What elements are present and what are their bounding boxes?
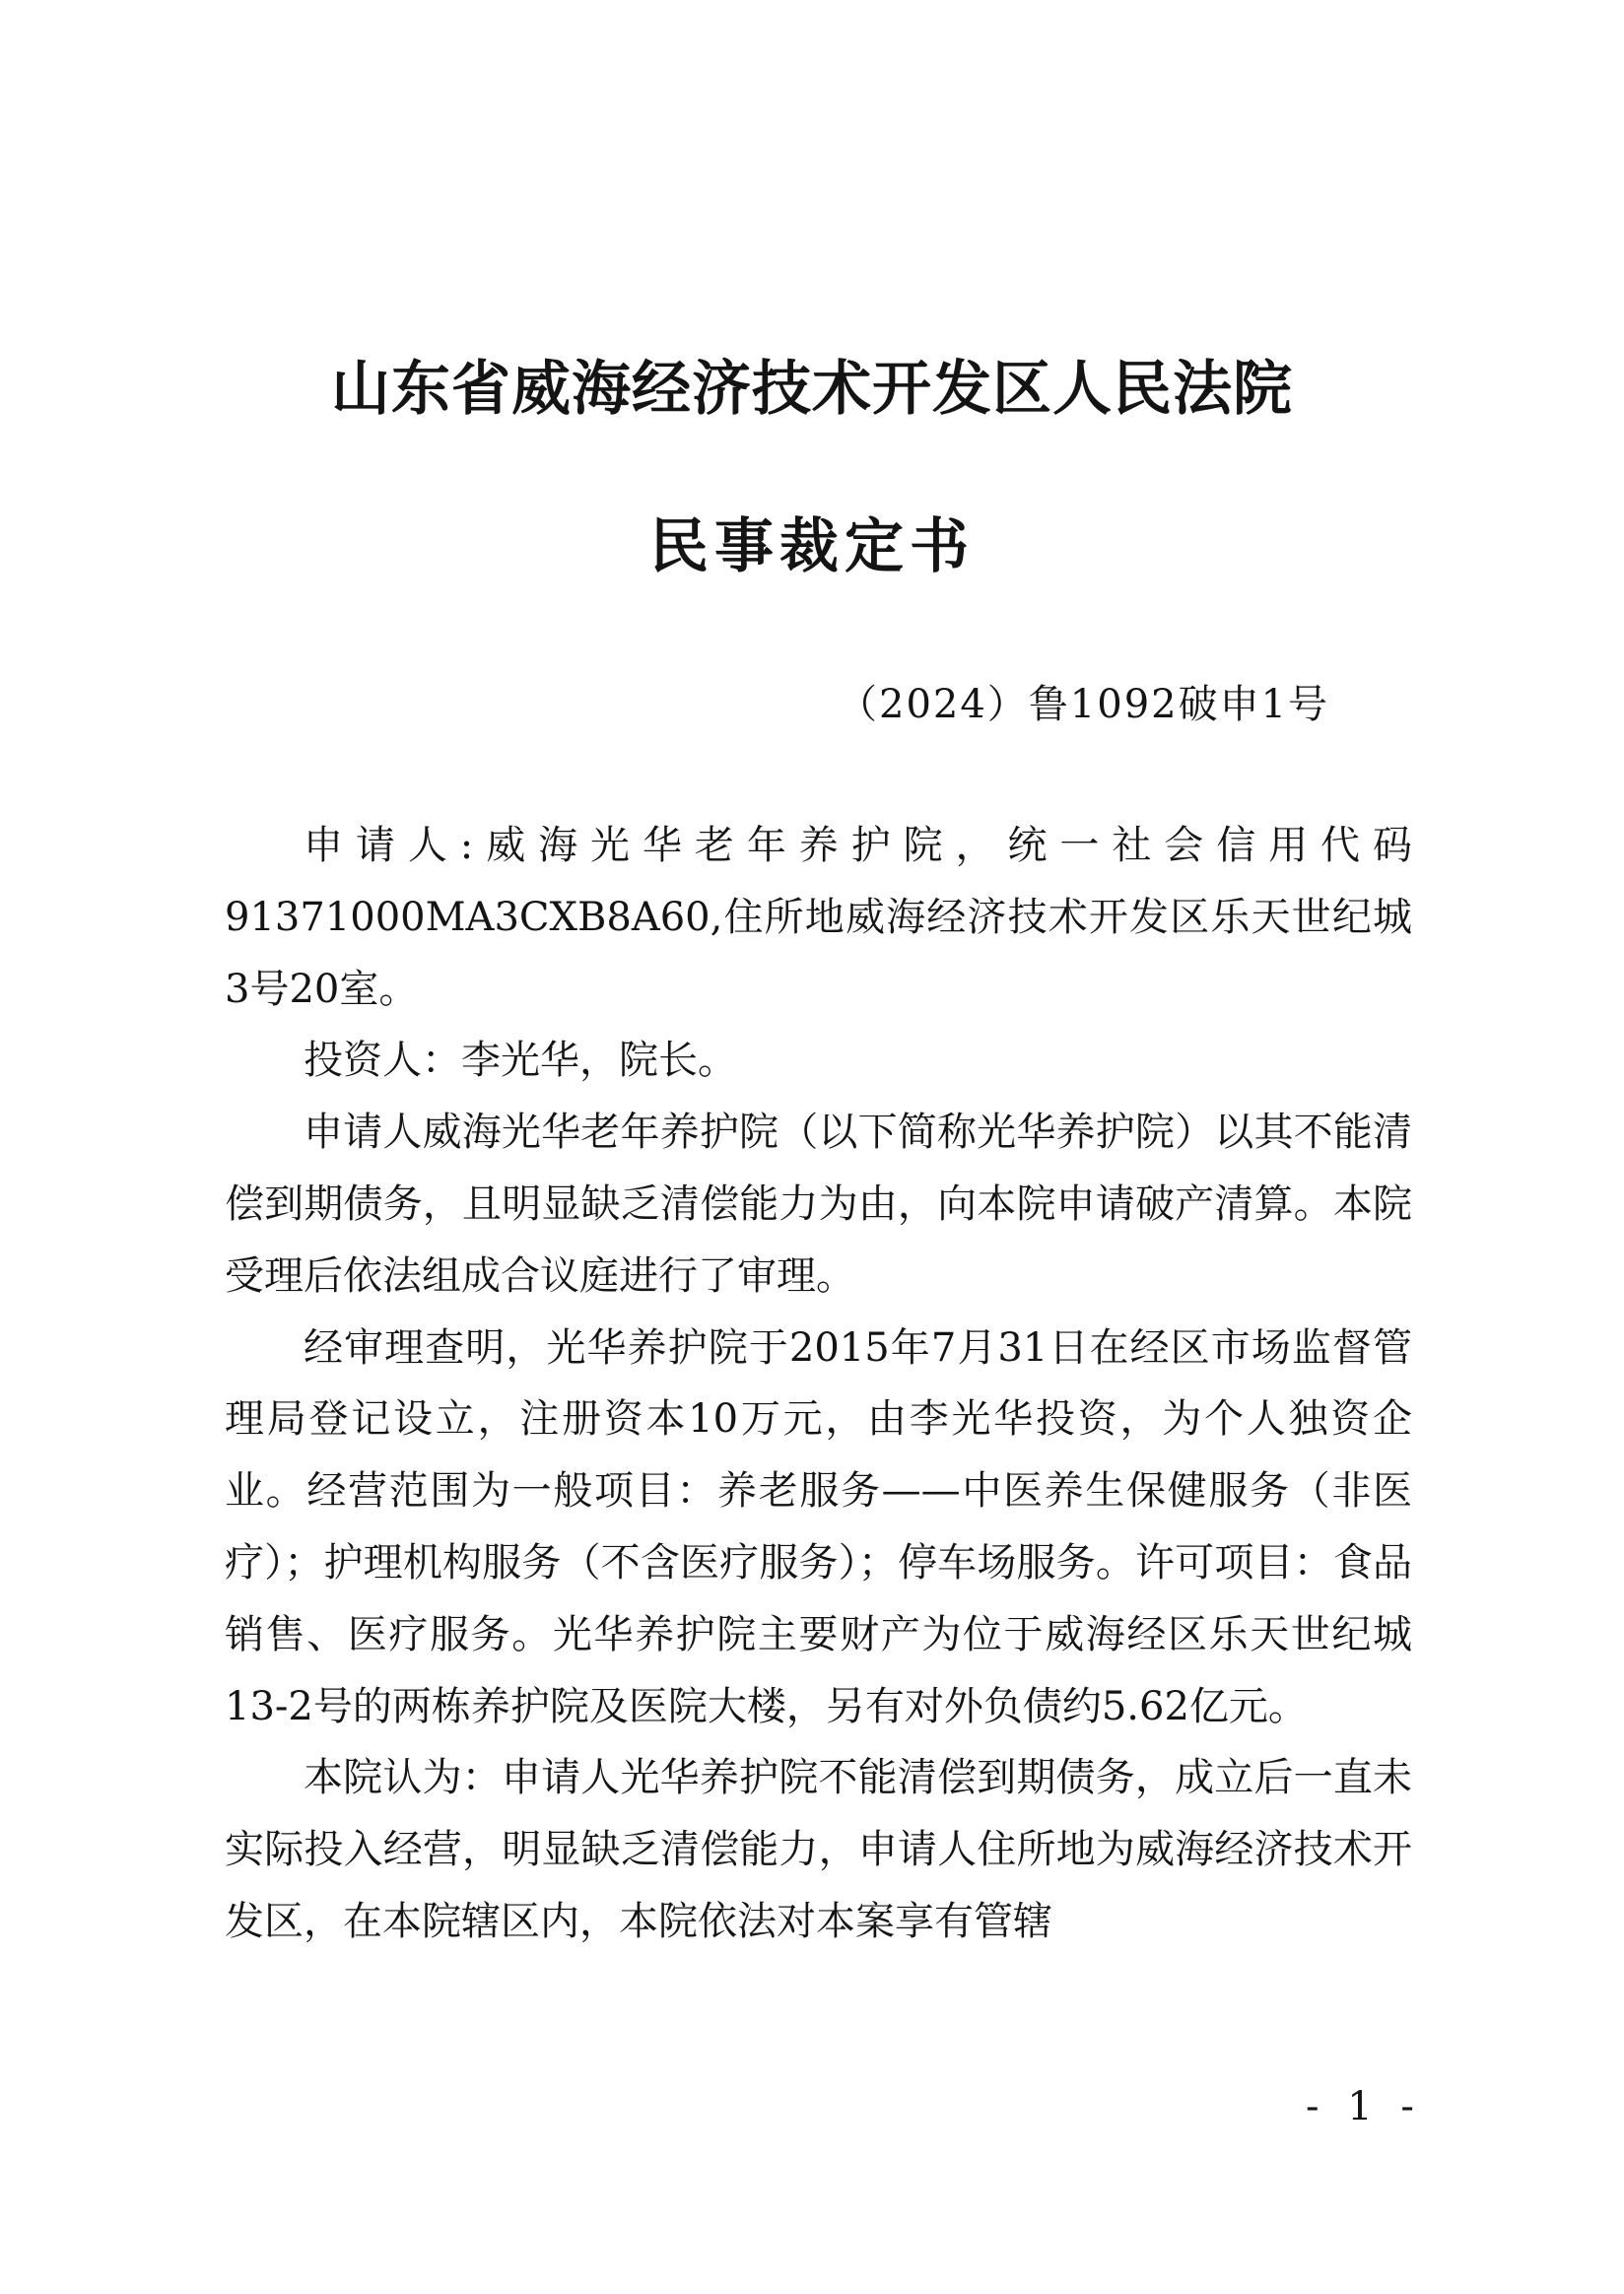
investor-paragraph: 投资人：李光华，院长。 bbox=[304, 1038, 737, 1084]
case-number: （2024）鲁1092破申1号 bbox=[838, 682, 1330, 727]
application-paragraph: 申请人威海光华老年养护院（以下简称光华养护院）以其不能清偿到期债务，且明显缺乏清偿能力为由，向本院申请破产清算。本院受理后依法组成合议庭进行了审理。 bbox=[225, 1110, 1412, 1299]
document-title: 民事裁定书 bbox=[649, 512, 975, 581]
findings-paragraph: 经审理查明，光华养护院于2015年7月31日在经区市场监督管理局登记设立，注册资本10万元，由李光华投资，为个人独资企业。经营范围为一般项目：养老服务——中医养生保健服务（非医疗）；护理机构服务（不含医疗服务）；停车场服务。许可项目：食品销售、医疗服务。光华养护院主要财产为位于威海经区乐天世纪城13-2号的两栋养护院及医院大楼，另有对外负债约5.62亿元。 bbox=[225, 1324, 1412, 1729]
applicant-paragraph: 申请人:威海光华老年养护院，统一社会信用代码91371000MA3CXB8A60,住所地威海经济技术开发区乐天世纪城3号20室。 bbox=[225, 823, 1412, 1012]
ruling-body bbox=[225, 810, 1412, 1958]
court-opinion-paragraph: 本院认为：申请人光华养护院不能清偿到期债务，成立后一直未实际投入经营，明显缺乏清偿能力，申请人住所地为威海经济技术开发区，在本院辖区内，本院依法对本案享有管辖 bbox=[225, 1755, 1412, 1944]
page-number: - 1 - bbox=[1306, 2084, 1422, 2129]
court-name-heading: 山东省威海经济技术开发区人民法院 bbox=[331, 355, 1293, 424]
